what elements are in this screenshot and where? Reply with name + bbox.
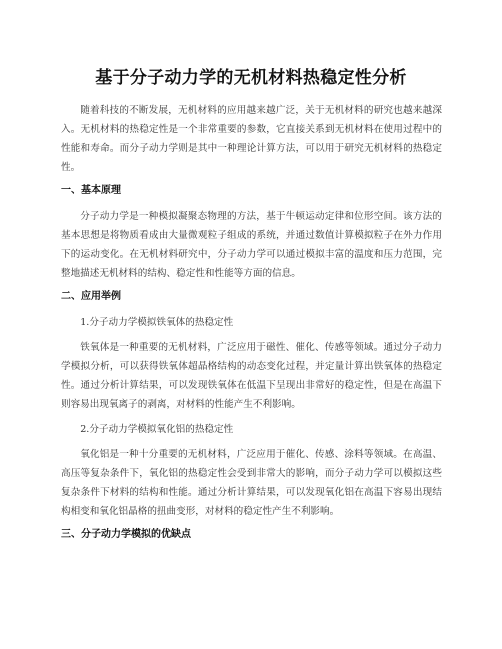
example-subheading-ferrite: 1.分子动力学模拟铁氧体的热稳定性 (80, 317, 234, 328)
section-heading-pros-cons: 三、分子动力学模拟的优缺点 (61, 529, 191, 540)
example-paragraph-alumina: 氧化铝是一种十分重要的无机材料，广泛应用于催化、传感、涂料等领域。在高温、高压等复杂条件下，氧化铝的热稳定性会受到非常大的影响，而分子动力学可以模拟这些复杂条件下材料的结构和性能。通过分析计算结果，可以发现氧化铝在高温下容易出现结构相变和氧化铝晶格的扭曲变形，对材料的稳定性产生不利影响。 (61, 449, 442, 517)
principle-paragraph: 分子动力学是一种模拟凝聚态物理的方法，基于牛顿运动定律和位形空间。该方法的基本思想是将物质看成由大量微观粒子组成的系统，并通过数值计算模拟粒子在外力作用下的运动变化。在无机材料研究中，分子动力学可以通过模拟丰富的温度和压力范围，完整地描述无机材料的结构、稳定性和性能等方面的信息。 (61, 211, 442, 279)
section-heading-principle: 一、基本原理 (61, 185, 121, 196)
example-subheading-alumina: 2.分子动力学模拟氧化铝的热稳定性 (80, 424, 234, 435)
document-body (61, 101, 442, 551)
intro-paragraph: 随着科技的不断发展，无机材料的应用越来越广泛，关于无机材料的研究也越来越深入。无机材料的热稳定性是一个非常重要的参数，它直接关系到无机材料在使用过程中的性能和寿命。而分子动力学则是其中一种理论计算方法，可以用于研究无机材料的热稳定性。 (61, 105, 442, 173)
section-heading-examples: 二、应用举例 (61, 291, 121, 302)
document-title: 基于分子动力学的无机材料热稳定性分析 (95, 68, 407, 88)
example-paragraph-ferrite: 铁氧体是一种重要的无机材料，广泛应用于磁性、催化、传感等领域。通过分子动力学模拟分析，可以获得铁氧体超晶格结构的动态变化过程，并定量计算出铁氧体的热稳定性。通过分析计算结果，可以发现铁氧体在低温下呈现出非常好的稳定性，但是在高温下则容易出现氧离子的剥离，对材料的性能产生不利影响。 (61, 342, 442, 410)
